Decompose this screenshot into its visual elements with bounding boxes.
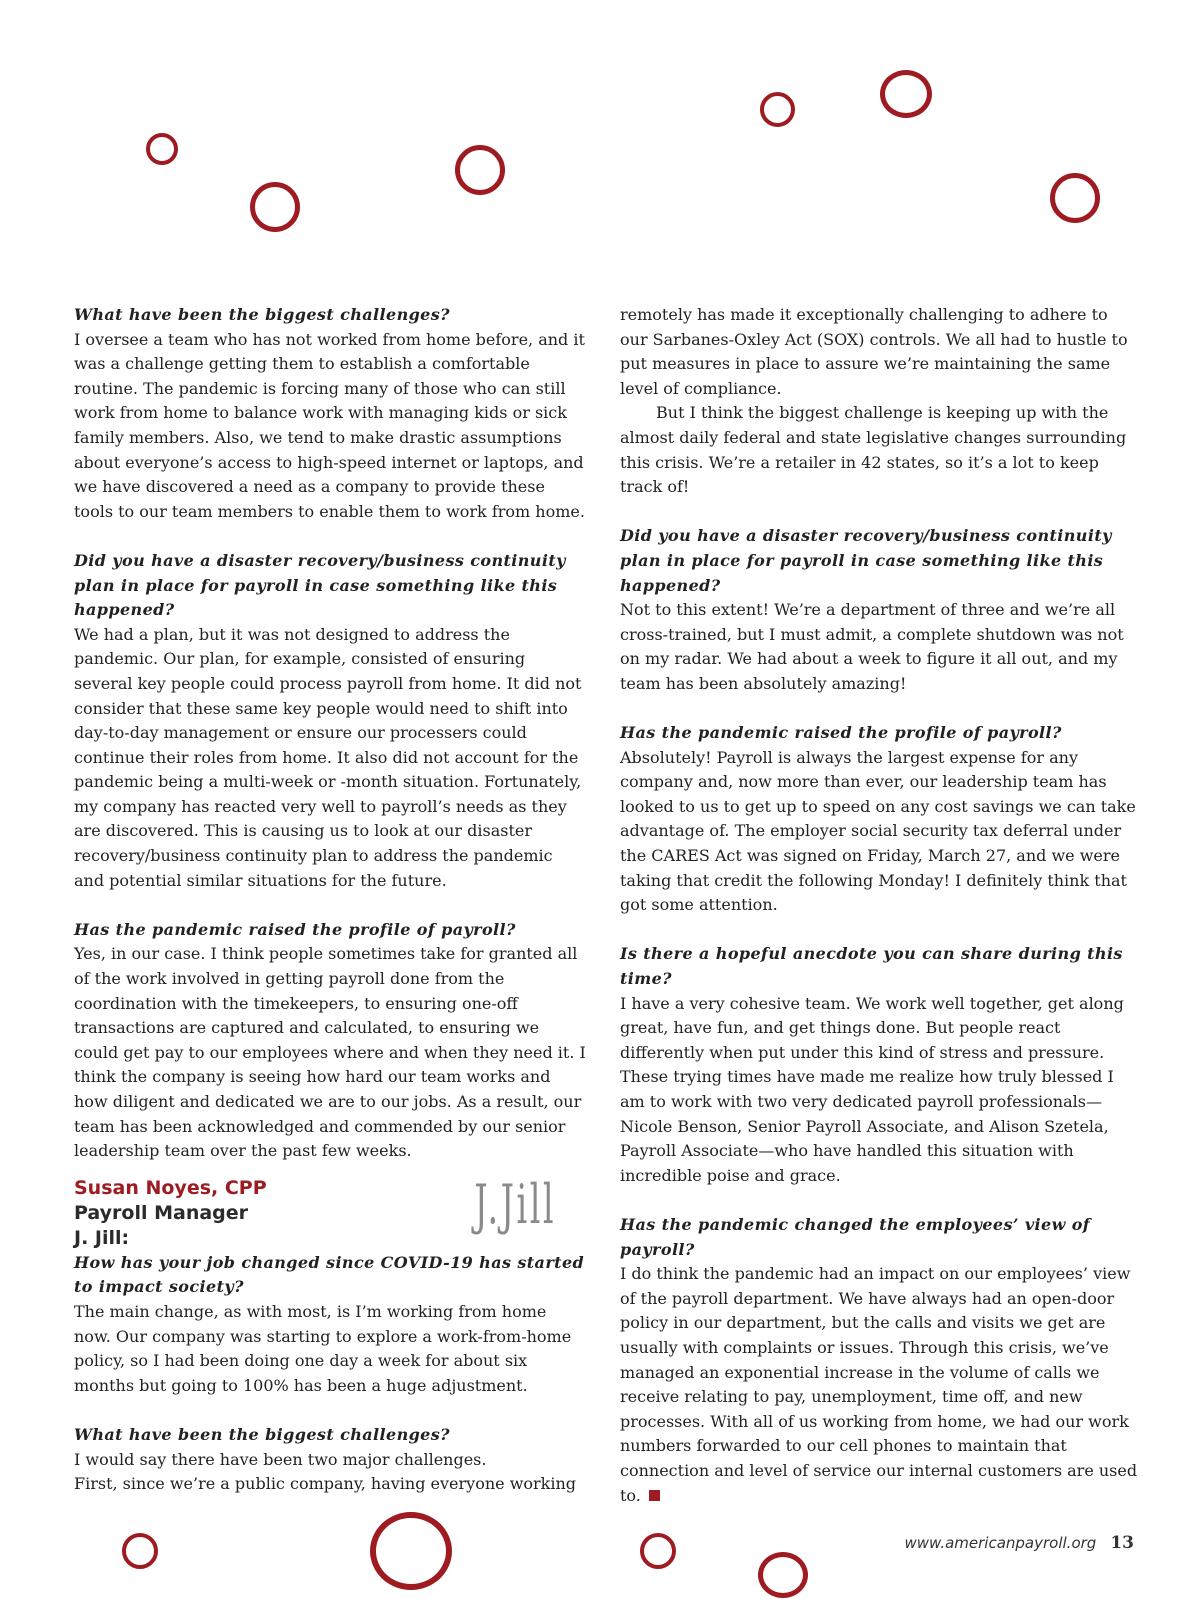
answer-paragraph: First, since we’re a public company, having everyone working	[74, 1474, 577, 1494]
footer-url[interactable]: www.americanpayroll.org	[904, 1534, 1097, 1552]
question-heading: Has the pandemic changed the employees’ view of payroll?	[620, 1214, 1091, 1259]
answer-paragraph: remotely has made it exceptionally challenging to adhere to our Sarbanes-Oxley Act (SOX) controls. We all had to hustle to put measures in place to assure we’re maintaining the same level of compliance.	[620, 305, 1128, 398]
page-number: 13	[1110, 1533, 1134, 1553]
question-heading: How has your job changed since COVID-19 has started to impact society?	[74, 1252, 585, 1297]
question-heading: Did you have a disaster recovery/business continuity plan in place for payroll in case something like this happened?	[74, 550, 566, 620]
end-of-article-square-icon	[649, 1490, 660, 1501]
decorative-ring	[760, 92, 795, 127]
interviewee-company: J. Jill:	[74, 1226, 130, 1249]
answer-paragraph: I would say there have been two major challenges.	[74, 1449, 487, 1469]
question-heading: What have been the biggest challenges?	[74, 305, 450, 324]
left-column	[74, 303, 586, 1497]
decorative-ring	[455, 145, 505, 195]
decorative-ring	[880, 70, 932, 118]
answer-paragraph: Not to this extent! We’re a department of three and we’re all cross-trained, but I must admit, a complete shutdown was not on my radar. We had about a week to figure it all out, and my team has been absolutely amazing!	[620, 600, 1124, 693]
decorative-ring	[146, 133, 178, 165]
decorative-ring	[122, 1533, 158, 1569]
decorative-ring	[640, 1533, 676, 1569]
answer-paragraph: Yes, in our case. I think people sometimes take for granted all of the work involved in getting payroll done from the coordination with the timekeepers, to ensuring one-off transactions are captured and calculated, to ensuring we could get pay to our employees where and when they need it. I think the company is seeing how hard our team works and how diligent and dedicated we are to our jobs. As a result, our team has been acknowledged and commended by our senior leadership team over the past few weeks.	[74, 944, 586, 1161]
question-heading: Did you have a disaster recovery/business continuity plan in place for payroll in case something like this happened?	[620, 526, 1112, 595]
company-logo: J.Jill	[474, 1172, 556, 1236]
decorative-ring	[250, 182, 300, 232]
question-heading: What have been the biggest challenges?	[74, 1424, 450, 1444]
answer-paragraph: Absolutely! Payroll is always the largest expense for any company and, now more than ever, our leadership team has looked to us to get up to speed on any cost savings we can take advantage of. The employer social security tax deferral under the CARES Act was signed on Friday, March 27, and we were taking that credit the following Monday! I definitely think that got some attention.	[620, 747, 1136, 915]
answer-paragraph: We had a plan, but it was not designed to address the pandemic. Our plan, for example, consisted of ensuring several key people could process payroll from home. It did not consider that these same key people would need to shift into day-to-day management or ensure our processers could continue their roles from home. It also did not account for the pandemic being a multi-week or -month situation. Fortunately, my company has reacted very well to payroll’s needs as they are discovered. This is causing us to look at our disaster recovery/business continuity plan to address the pandemic and potential similar situations for the future.	[74, 624, 582, 890]
interviewee-byline	[74, 1172, 586, 1251]
answer-paragraph: But I think the biggest challenge is keeping up with the almost daily federal and state legislative changes surrounding this crisis. We’re a retailer in 42 states, so it’s a lot to keep track of!	[620, 403, 1127, 497]
right-column	[620, 303, 1140, 1508]
question-heading: Has the pandemic raised the profile of payroll?	[620, 723, 1062, 743]
answer-paragraph: The main change, as with most, is I’m working from home now. Our company was starting to explore a work-from-home policy, so I had been doing one day a week for about six months but going to 100% has been a huge adjustment.	[74, 1301, 572, 1395]
answer-paragraph	[620, 1262, 1140, 1508]
decorative-ring	[370, 1512, 452, 1590]
question-heading: Has the pandemic raised the profile of payroll?	[74, 919, 516, 939]
page-footer	[904, 1533, 1134, 1553]
decorative-ring	[758, 1552, 808, 1598]
question-heading: Is there a hopeful anecdote you can share during this time?	[620, 944, 1123, 989]
interviewee-name: Susan Noyes, CPP	[74, 1176, 267, 1199]
answer-paragraph: I have a very cohesive team. We work well together, get along great, have fun, and get things done. But people react differently when put under this kind of stress and pressure. These trying times have made me realize how truly blessed I am to work with two very dedicated payroll professionals—Nicole Benson, Senior Payroll Associate, and Alison Szetela, Payroll Associate—who have handled this situation with incredible poise and grace.	[620, 993, 1124, 1185]
answer-paragraph: I oversee a team who has not worked from home before, and it was a challenge getting them to establish a comfortable routine. The pandemic is forcing many of those who can still work from home to balance work with managing kids or sick family members. Also, we tend to make drastic assumptions about everyone’s access to high-speed internet or laptops, and we have discovered a need as a company to provide these tools to our team members to enable them to work from home.	[74, 329, 585, 521]
decorative-ring	[1050, 173, 1100, 223]
final-answer-text: I do think the pandemic had an impact on our employees’ view of the payroll department. We have always had an open-door policy in our department, but the calls and visits we get are usually with complaints or issues. Through this crisis, we’ve managed an exponential increase in the volume of calls we receive relating to pay, unemployment, time off, and new processes. With all of us working from home, we had our work numbers forwarded to our cell phones to maintain that connection and level of service our internal customers are used to.	[620, 1264, 1138, 1505]
interviewee-title: Payroll Manager	[74, 1201, 249, 1224]
